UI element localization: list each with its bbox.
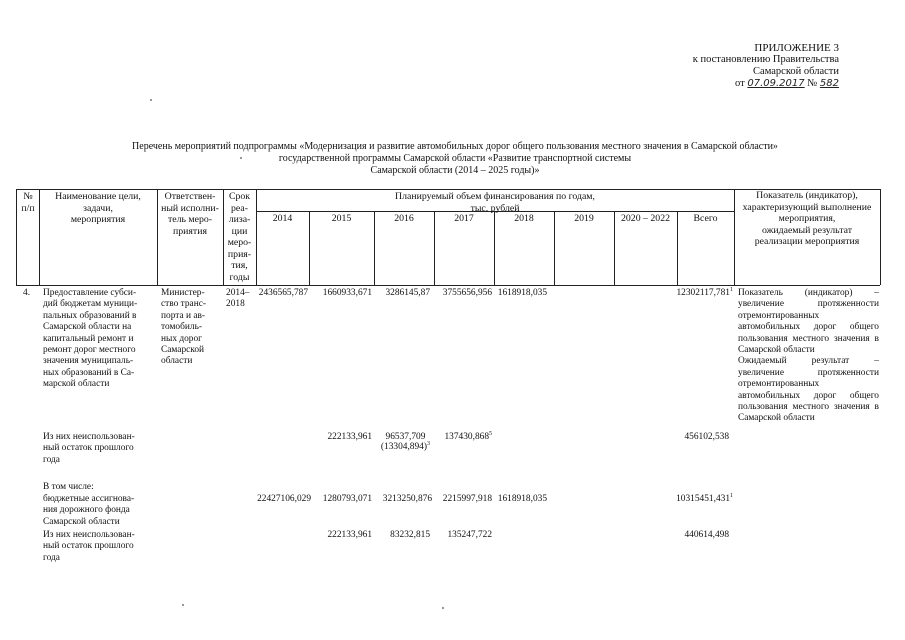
- year-2020-2022: 2020 – 2022: [621, 213, 670, 224]
- row1-total-footnote: 1: [730, 286, 733, 293]
- date-prefix: от: [735, 78, 745, 89]
- row4-2016: 83232,815: [390, 530, 430, 540]
- appendix-date-line: [693, 78, 839, 90]
- year-2017: 2017: [454, 213, 474, 224]
- row4-total: 440614,498: [684, 530, 729, 540]
- row4-name: Из них неиспользован- ный остаток прошлого года: [43, 530, 135, 563]
- appendix-block: [693, 42, 839, 90]
- row3-total-value: 10315451,431: [676, 494, 730, 504]
- scan-speck: [150, 99, 152, 101]
- grid-line: [880, 189, 881, 285]
- row1-executor: Министер- ство транс- порта и ав- томобиль- ных дорог Самарской области: [161, 288, 207, 367]
- row2-2015: 222133,961: [327, 432, 372, 442]
- row2-2016-sub: [381, 442, 430, 452]
- row1-2016: 3286145,87: [385, 288, 430, 298]
- grid-line: [16, 285, 880, 286]
- appendix-line-1: к постановлению Правительства: [692, 54, 839, 65]
- header-indicator: Показатель (индикатор), характеризующий выполнение мероприятия, ожидаемый результат реализации мероприятия: [742, 190, 872, 247]
- row1-2014: 2436565,787: [258, 288, 308, 298]
- row3-total-footnote: 1: [730, 492, 733, 499]
- row2-name: Из них неиспользован- ный остаток прошлого года: [43, 432, 135, 465]
- row1-2018: 1618918,035: [497, 288, 547, 298]
- title-line-3: Самарской области (2014 – 2025 годы)»: [370, 165, 540, 176]
- row1-indicator: Показатель (индикатор) – увеличение протяженности отремонтированных автомобильных дорог общего пользования местного значения в Самарской области Ожидаемый результат – увеличение протяженности отремонтированных автомобильных дорог общего пользования местного значения в Самарской области: [738, 288, 879, 424]
- row3-2018: 1618918,035: [497, 494, 547, 504]
- handwritten-number: 582: [819, 78, 839, 89]
- row2-2016-footnote: 3: [427, 440, 430, 447]
- row3-2015: 1280793,071: [322, 494, 372, 504]
- row1-name: Предоставление субси- дий бюджетам муници- пальных образований в Самарской области на капитальный ремонт и ремонт дорог местного значения муниципаль- ных образований в Са- марской области: [43, 288, 138, 390]
- year-total: Всего: [693, 213, 718, 224]
- year-2018: 2018: [514, 213, 534, 224]
- year-2014: 2014: [272, 213, 293, 224]
- row4-2017: 135247,722: [447, 530, 492, 540]
- header-term: Срок реа- лиза- ции меро- прия- тия, годы: [227, 191, 252, 283]
- appendix-title: ПРИЛОЖЕНИЕ 3: [754, 42, 839, 54]
- title-line-2: государственной программы Самарской области «Развитие транспортной системы: [278, 153, 632, 164]
- row1-2015: 1660933,671: [322, 288, 372, 298]
- document-title: [40, 141, 870, 177]
- row2-2017-footnote: 5: [489, 430, 492, 437]
- row3-total: [676, 494, 733, 504]
- header-num: № п/п: [21, 191, 35, 214]
- appendix-line-2: Самарской области: [753, 66, 839, 77]
- handwritten-date: 07.09.2017: [747, 78, 805, 89]
- year-2019: 2019: [574, 213, 594, 224]
- row3-name: бюджетные ассигнова- ния дорожного фонда Самарской области: [43, 494, 135, 527]
- year-2015: 2015: [331, 213, 352, 224]
- row2-2017: [444, 432, 492, 442]
- row1-term: 2014– 2018: [226, 288, 250, 310]
- row1-total-value: 12302117,781: [676, 288, 730, 298]
- scan-speck: [442, 607, 444, 609]
- row2-2016: [381, 432, 430, 452]
- row3-label: В том числе:: [43, 482, 94, 492]
- number-prefix: №: [807, 78, 818, 89]
- row1-2017: 3755656,956: [442, 288, 492, 298]
- header-name: Наименование цели, задачи, мероприятия: [55, 191, 141, 225]
- header-funding: Планируемый объем финансирования по годам, тыс. рублей: [395, 191, 595, 214]
- title-line-1: Перечень мероприятий подпрограммы «Модернизация и развитие автомобильных дорог общего пользования местного значения в Самарской области»: [132, 141, 778, 152]
- row2-2016-value: 96537,709: [385, 432, 426, 442]
- row3-2017: 2215997,918: [442, 494, 492, 504]
- row2-2016-sub-value: (13304,894): [380, 442, 427, 452]
- row1-num: 4.: [23, 288, 31, 298]
- year-2016: 2016: [394, 213, 414, 224]
- header-executor: Ответствен- ный исполни- тель меро- приятия: [161, 191, 219, 237]
- row4-2015: 222133,961: [327, 530, 372, 540]
- row3-2014: 22427106,029: [257, 494, 311, 504]
- scan-speck: [182, 604, 184, 606]
- row2-total: 456102,538: [684, 432, 729, 442]
- row1-total: [676, 288, 733, 298]
- row2-2017-value: 137430,868: [444, 432, 489, 442]
- row3-2016: 3213250,876: [382, 494, 432, 504]
